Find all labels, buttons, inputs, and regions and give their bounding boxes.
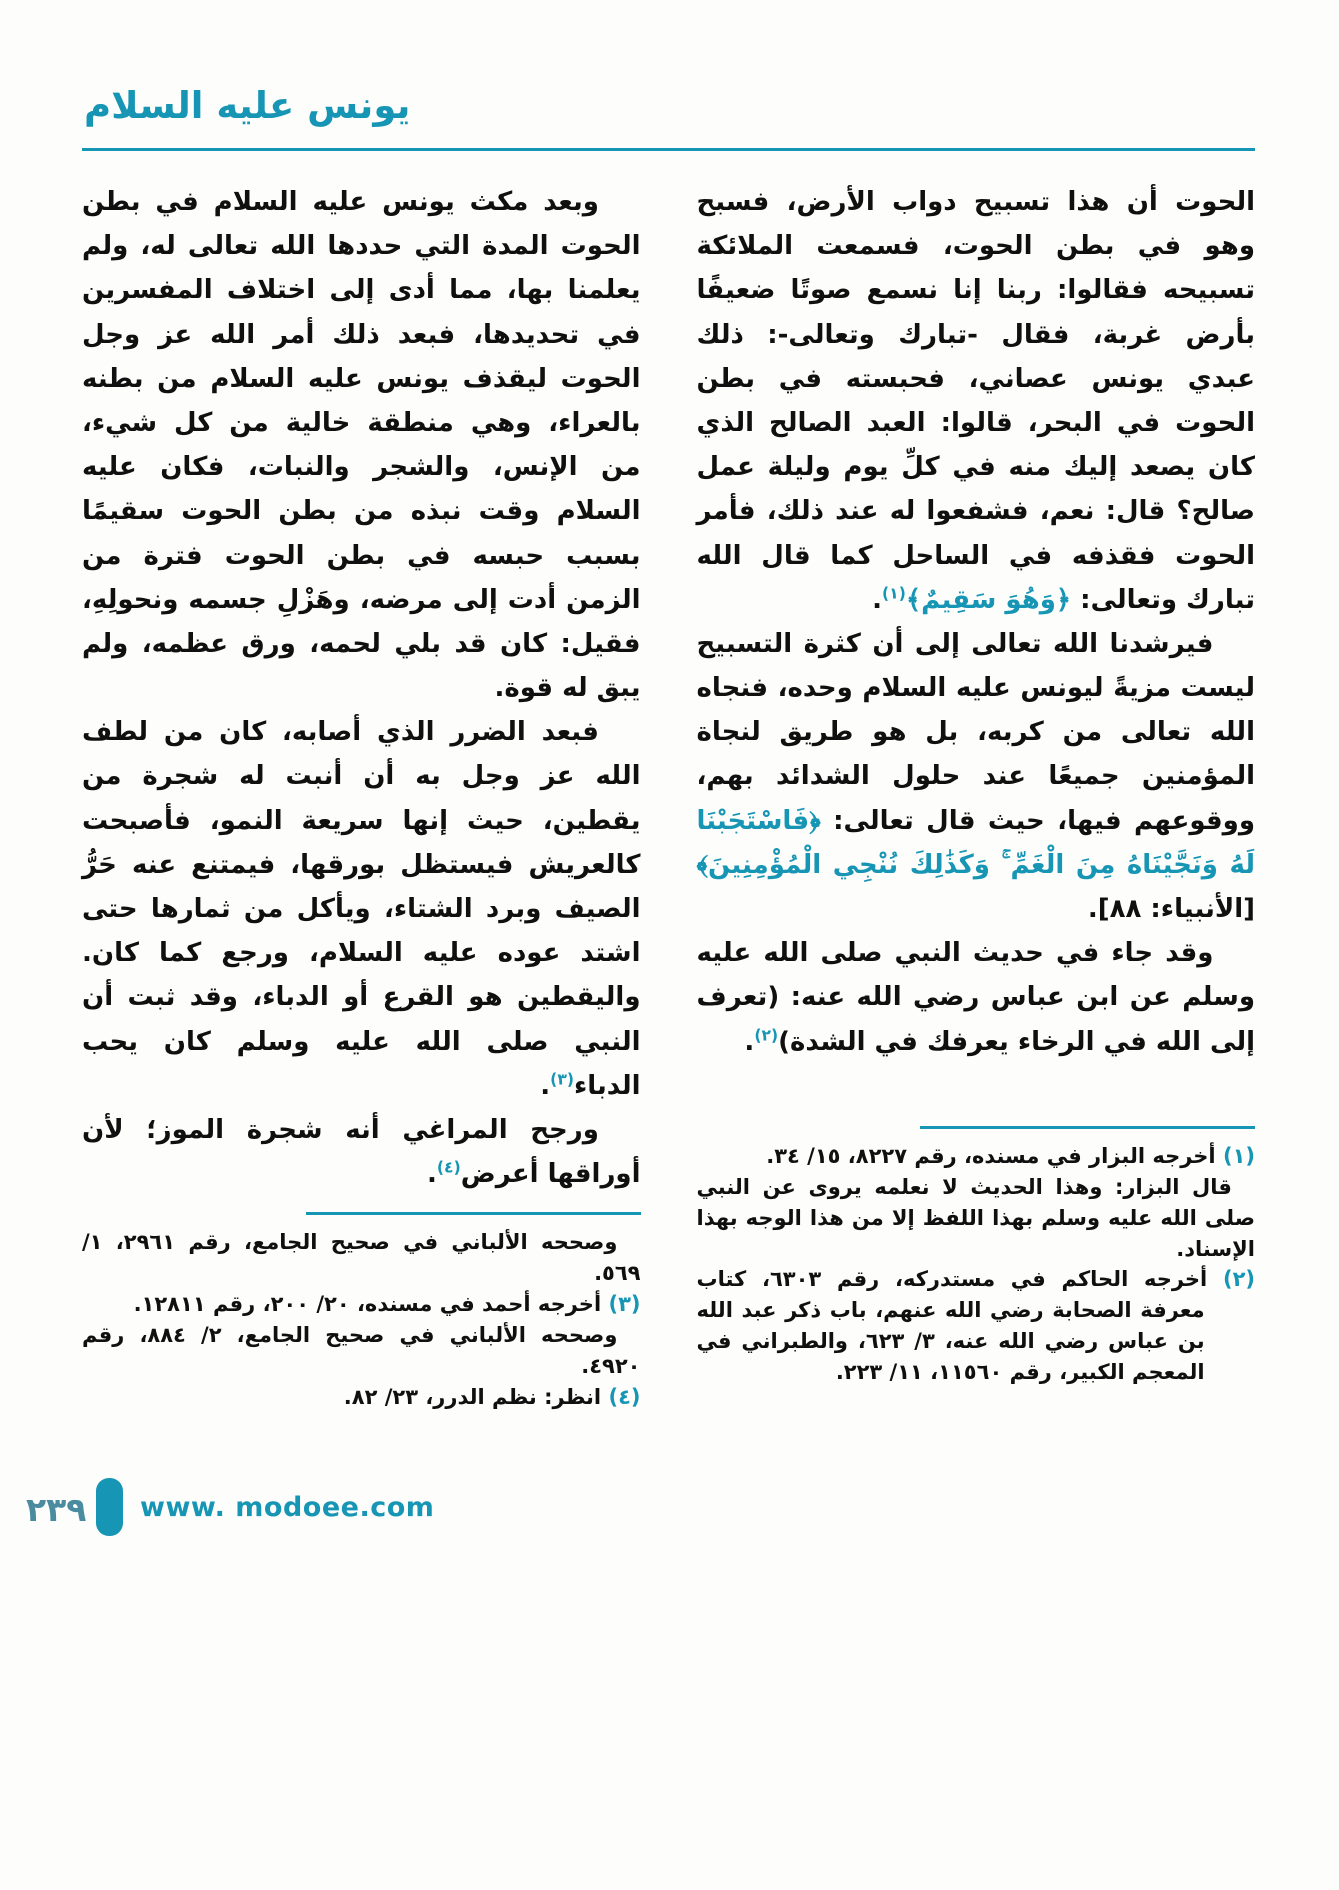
footnote-text: قال البزار: وهذا الحديث لا نعلمه يروى عن النبي صلى الله عليه وسلم بهذا اللفظ إلا من هذا الوجه بهذا الإسناد. (696, 1174, 1255, 1261)
body-text: الحوت أن هذا تسبيح دواب الأرض، فسبح وهو في بطن الحوت، فسمعت الملائكة تسبيحه فقالوا: ربنا إنا نسمع صوتًا ضعيفًا بأرض غربة، فقال -تبارك وتعالى-: ذلك عبدي يونس عصاني، فحبسته في بطن الحوت في البحر، قالوا: العبد الصالح الذي كان يصعد إليك منه في كلِّ يوم وليلة عمل صالح؟ قال: نعم، فشفعوا له عند ذلك، فأمر الحوت فقذفه في الساحل كما قال الله تبارك وتعالى: (696, 187, 1255, 615)
column-right (697, 180, 1256, 1388)
footnote-item (82, 1382, 641, 1413)
footnote-item (697, 1172, 1256, 1265)
right-column-body (697, 180, 1256, 1110)
left-footnote-separator (306, 1212, 641, 1215)
content-columns (82, 180, 1255, 1412)
footnote-text: وصححه الألباني في صحيح الجامع، ٢/ ٨٨٤، رقم ٤٩٢٠. (82, 1322, 641, 1378)
footnote-item (82, 1227, 641, 1289)
footnote-text: أخرجه الحاكم في مستدركه، رقم ٦٣٠٣، كتاب معرفة الصحابة رضي الله عنهم، باب ذكر عبد الله بن عباس رضي الله عنه، ٣/ ٦٢٣، والطبراني في المعجم الكبير، رقم ١١٥٦٠، ١١/ ٢٢٣. (696, 1267, 1208, 1385)
footnote-ref: (٢) (754, 1025, 779, 1044)
footnote-number: (٢) (1207, 1267, 1255, 1292)
body-text: . (540, 1070, 551, 1101)
footnote-item (697, 1141, 1256, 1172)
paragraph (697, 931, 1256, 1064)
footnote-ref: (٣) (550, 1070, 574, 1089)
footnote-number: (١) (1215, 1144, 1255, 1168)
footnote-item (82, 1289, 641, 1320)
footnote-number: (٣) (601, 1292, 641, 1317)
website-url: www. modoee.com (140, 1492, 435, 1523)
body-text: فيرشدنا الله تعالى إلى أن كثرة التسبيح ليست مزيةً ليونس عليه السلام وحده، فنجاه الله تعالى من كربه، بل هو طريق لنجاة المؤمنين جميعًا عند حلول الشدائد بهم، ووقوعهم فيها، حيث قال تعالى: (696, 628, 1255, 836)
paragraph (697, 180, 1256, 622)
quran-verse: ﴿فَاسْتَجَبْنَا لَهُ وَنَجَّيْنَاهُ مِنَ الْغَمِّ ۚ وَكَذَٰلِكَ نُنْجِي الْمُؤْمِنِينَ﴾ (696, 805, 1255, 880)
body-text: . (427, 1159, 437, 1190)
right-column-footnotes (697, 1141, 1256, 1388)
column-left (82, 180, 641, 1412)
page-number: ٢٣٩ (26, 1490, 87, 1529)
footnote-text: وصححه الألباني في صحيح الجامع، رقم ٢٩٦١، ١/ ٥٦٩. (82, 1230, 641, 1286)
footnote-item (82, 1320, 641, 1382)
body-text: وقد جاء في حديث النبي صلى الله عليه وسلم عن ابن عباس رضي الله عنه: (تعرف إلى الله في الرخاء يعرفك في الشدة) (696, 938, 1255, 1057)
paragraph (82, 180, 641, 710)
footnote-item (697, 1264, 1256, 1387)
body-text: ورجح المراغي أنه شجرة الموز؛ لأن أوراقها أعرض (82, 1114, 641, 1190)
body-text: . (744, 1026, 755, 1057)
page-footer (0, 1476, 520, 1542)
footnote-ref: (١) (882, 584, 906, 603)
footnote-number: (٤) (601, 1384, 641, 1409)
footer-ornament (96, 1478, 123, 1536)
body-text: [الأنبياء: ٨٨]. (1087, 894, 1255, 924)
page-header-title: يونس عليه السلام (84, 84, 411, 127)
quran-verse: ﴿وَهُوَ سَقِيمٌ﴾ (905, 584, 1072, 615)
paragraph (82, 1108, 641, 1196)
footnote-text: أخرجه أحمد في مسنده، ٢٠/ ٢٠٠، رقم ١٢٨١١. (133, 1292, 602, 1317)
footnote-ref: (٤) (436, 1158, 461, 1177)
footnote-text: أخرجه البزار في مسنده، رقم ٨٢٢٧، ١٥/ ٣٤. (766, 1144, 1216, 1168)
body-text: فبعد الضرر الذي أصابه، كان من لطف الله عز وجل به أن أنبت له شجرة من يقطين، حيث إنها سريعة النمو، فأصبحت كالعريش فيستظل بورقها، فيمتنع عنه حَرُّ الصيف وبرد الشتاء، ويأكل من ثمارها حتى اشتد عوده عليه السلام، ورجع كما كان. واليقطين هو القرع أو الدباء، وقد ثبت أن النبي صلى الله عليه وسلم كان يحب الدباء (82, 717, 641, 1101)
header-rule (82, 148, 1255, 151)
paragraph (82, 710, 641, 1108)
right-footnote-separator (920, 1126, 1255, 1129)
left-column-body (82, 180, 641, 1196)
footnote-text: انظر: نظم الدرر، ٢٣/ ٨٢. (343, 1384, 602, 1409)
paragraph (697, 622, 1256, 931)
left-column-footnotes (82, 1227, 641, 1412)
body-text: وبعد مكث يونس عليه السلام في بطن الحوت المدة التي حددها الله تعالى له، ولم يعلمنا بها، مما أدى إلى اختلاف المفسرين في تحديدها، فبعد ذلك أمر الله عز وجل الحوت ليقذف يونس عليه السلام من بطنه بالعراء، وهي منطقة خالية من كل شيء، من الإنس، والشجر والنبات، فكان عليه السلام وقت نبذه من بطن الحوت سقيمًا بسبب حبسه في بطن الحوت فترة من الزمن أدت إلى مرضه، وهَزْلِ جسمه ونحولِهِ، فقيل: كان قد بلي لحمه، ورق عظمه، ولم يبق له قوة. (82, 187, 641, 704)
body-text: . (872, 584, 883, 615)
